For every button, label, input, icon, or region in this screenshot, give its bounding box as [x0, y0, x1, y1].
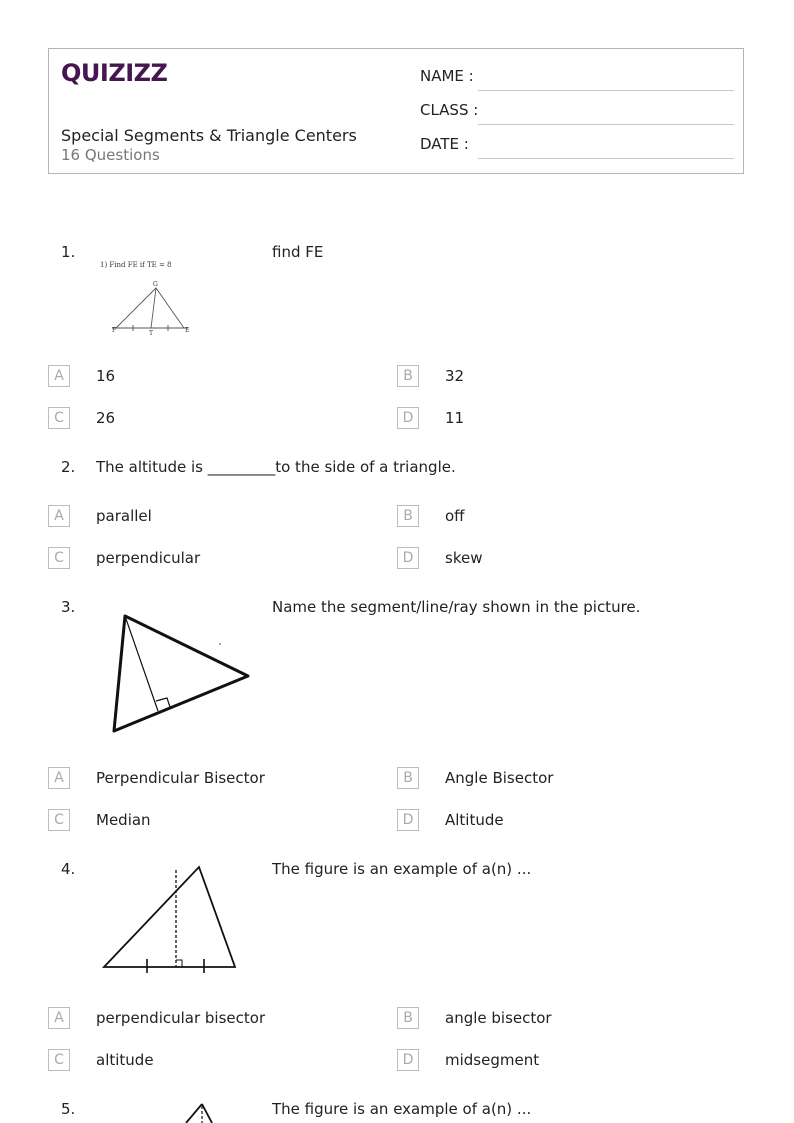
option-letter[interactable]: B	[397, 1007, 419, 1029]
date-label: DATE :	[420, 135, 469, 153]
option-text[interactable]: 16	[96, 367, 116, 385]
option-text[interactable]: Perpendicular Bisector	[96, 769, 265, 787]
vertex-label: T	[149, 330, 154, 337]
option-letter[interactable]: C	[48, 1049, 70, 1071]
option-letter[interactable]: C	[48, 547, 70, 569]
option-text[interactable]: Angle Bisector	[445, 769, 554, 787]
option-letter[interactable]: B	[397, 505, 419, 527]
option-text[interactable]: midsegment	[445, 1051, 540, 1069]
triangle-bisector-figure-q4	[98, 862, 244, 974]
worksheet-header	[48, 48, 744, 174]
option-text[interactable]: parallel	[96, 507, 152, 525]
vertex-label: F	[112, 327, 117, 334]
option-text[interactable]: altitude	[96, 1051, 154, 1069]
question-text: The figure is an example of a(n) ...	[272, 1100, 532, 1118]
name-line[interactable]	[478, 90, 734, 91]
option-letter[interactable]: C	[48, 407, 70, 429]
class-line[interactable]	[478, 124, 734, 125]
option-text[interactable]: perpendicular	[96, 549, 201, 567]
option-letter[interactable]: A	[48, 1007, 70, 1029]
question-number: 2.	[61, 458, 76, 476]
triangle-figure-q5	[180, 1100, 220, 1123]
option-text[interactable]: 32	[445, 367, 465, 385]
option-letter[interactable]: D	[397, 809, 419, 831]
triangle-figure-q1	[96, 256, 220, 340]
option-letter[interactable]: D	[397, 407, 419, 429]
option-text[interactable]: off	[445, 507, 465, 525]
vertex-label: G	[153, 281, 158, 288]
figure-caption: 1) Find FE if TE = 8	[100, 261, 172, 269]
question-number: 5.	[61, 1100, 76, 1118]
option-letter[interactable]: A	[48, 505, 70, 527]
option-letter[interactable]: B	[397, 365, 419, 387]
question-text: The altitude is _________to the side of a triangle.	[96, 458, 456, 476]
option-letter[interactable]: D	[397, 1049, 419, 1071]
option-text[interactable]: Median	[96, 811, 151, 829]
question-number: 4.	[61, 860, 76, 878]
option-text[interactable]: Altitude	[445, 811, 504, 829]
option-text[interactable]: 11	[445, 409, 465, 427]
option-letter[interactable]: D	[397, 547, 419, 569]
question-text: Name the segment/line/ray shown in the picture.	[272, 598, 641, 616]
question-text: find FE	[272, 243, 324, 261]
option-text[interactable]: 26	[96, 409, 116, 427]
question-count: 16 Questions	[61, 146, 160, 164]
option-letter[interactable]: B	[397, 767, 419, 789]
option-text[interactable]: perpendicular bisector	[96, 1009, 266, 1027]
date-field[interactable]	[420, 135, 734, 159]
quizizz-logo: QUIZIZZ	[61, 59, 168, 87]
question-number: 1.	[61, 243, 76, 261]
vertex-label: E	[185, 327, 190, 334]
class-label: CLASS :	[420, 101, 479, 119]
option-text[interactable]: skew	[445, 549, 483, 567]
name-field[interactable]	[420, 67, 734, 91]
question-text: The figure is an example of a(n) ...	[272, 860, 532, 878]
triangle-altitude-figure-q3	[100, 605, 260, 740]
option-letter[interactable]: A	[48, 365, 70, 387]
name-label: NAME :	[420, 67, 474, 85]
option-text[interactable]: angle bisector	[445, 1009, 552, 1027]
option-letter[interactable]: A	[48, 767, 70, 789]
worksheet-title: Special Segments & Triangle Centers	[61, 126, 357, 145]
class-field[interactable]	[420, 101, 734, 125]
date-line[interactable]	[478, 158, 734, 159]
question-number: 3.	[61, 598, 76, 616]
option-letter[interactable]: C	[48, 809, 70, 831]
